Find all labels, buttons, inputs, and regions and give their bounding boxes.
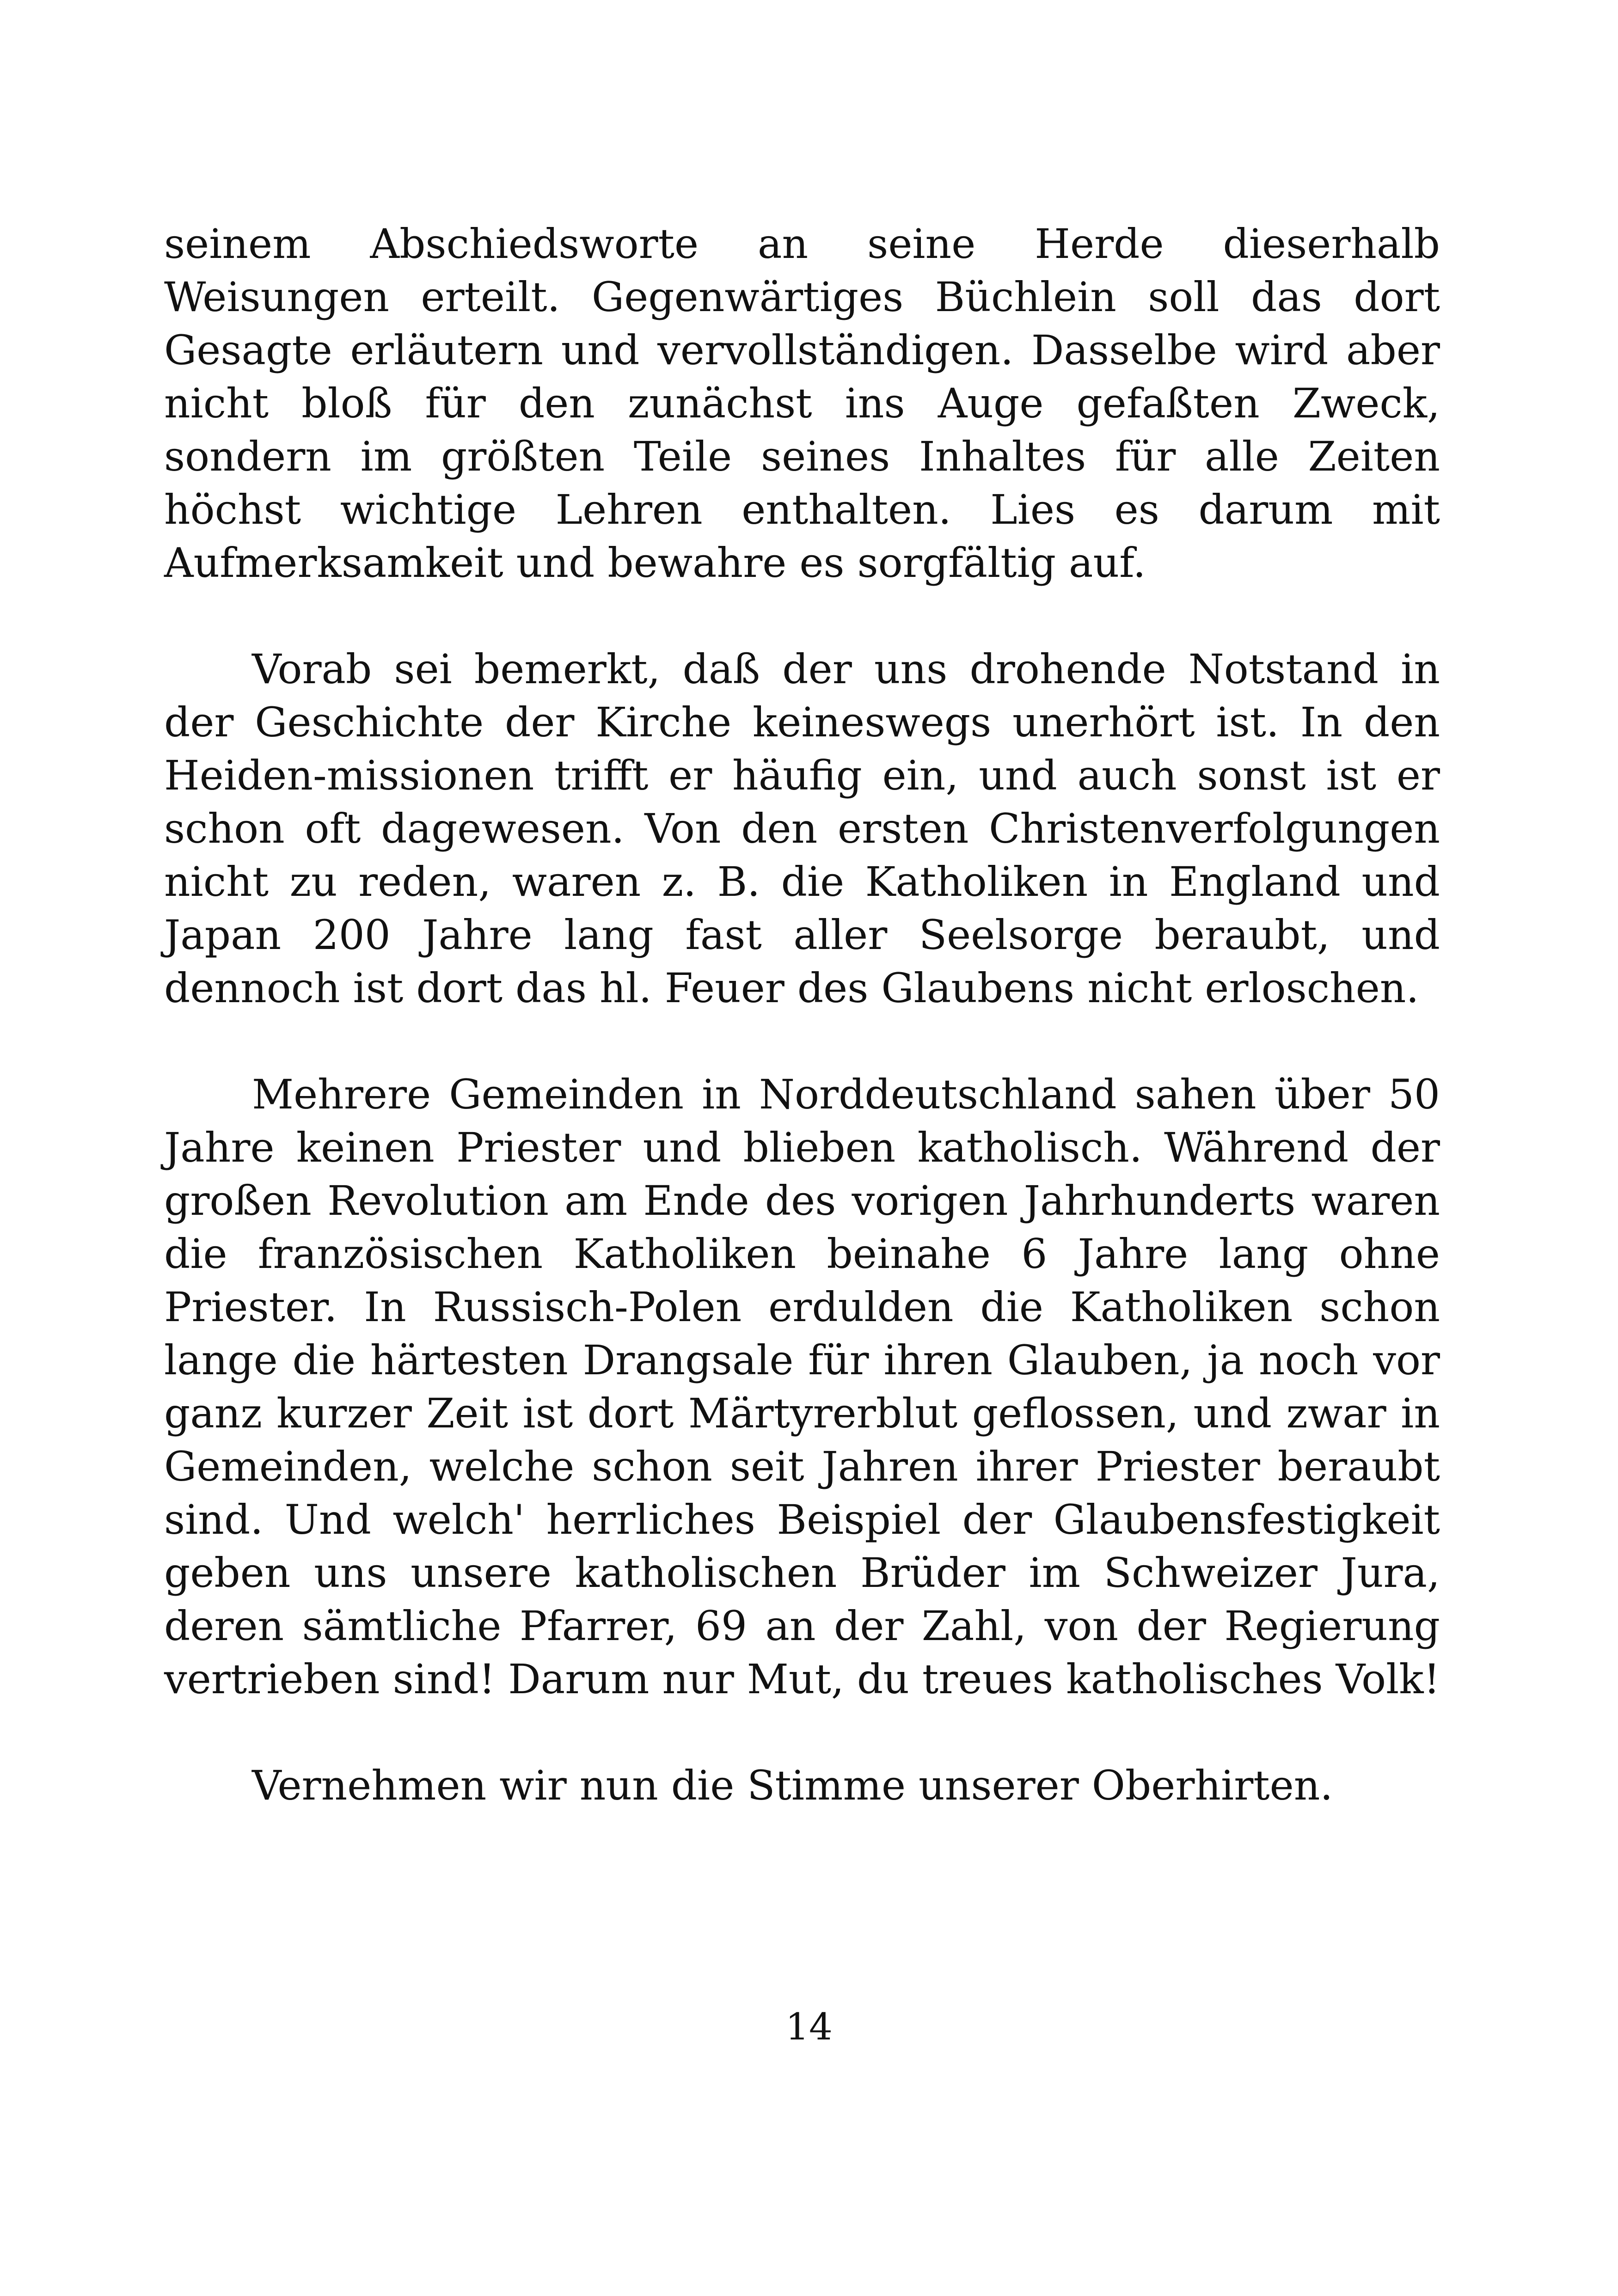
paragraph-notstand: Vorab sei bemerkt, daß der uns drohende Notstand in der Geschichte der Kirche keineswegs unerhört ist. In den Heiden-missionen trifft er häufig ein, und auch sonst ist er schon oft dagewesen. Von den ersten Christenverfolgungen nicht zu reden, waren z. B. die Katholiken in England und Japan 200 Jahre lang fast aller Seelsorge beraubt, und dennoch ist dort das hl. Feuer des Glaubens nicht erloschen. — [164, 645, 1440, 1012]
body-text — [164, 217, 1440, 1812]
page-number: 14 — [785, 2005, 833, 2048]
paragraph-gemeinden: Mehrere Gemeinden in Norddeutschland sahen über 50 Jahre keinen Priester und blieben katholisch. Während der großen Revolution am Ende des vorigen Jahrhunderts waren die französischen Katholiken beinahe 6 Jahre lang ohne Priester. In Russisch-Polen erdulden die Katholiken schon lange die härtesten Drangsale für ihren Glauben, ja noch vor ganz kurzer Zeit ist dort Märtyrerblut geflossen, und zwar in Gemeinden, welche schon seit Jahren ihrer Priester beraubt sind. Und welch' herrliches Beispiel der Glaubensfestigkeit geben uns unsere katholischen Brüder im Schweizer Jura, deren sämtliche Pfarrer, 69 an der Zahl, von der Regierung vertrieben sind! Darum nur Mut, du treues katholisches Volk! — [164, 1071, 1440, 1703]
paragraph-continuation: seinem Abschiedsworte an seine Herde dieserhalb Weisungen erteilt. Gegenwärtiges Büchlein soll das dort Gesagte erläutern und vervollständigen. Dasselbe wird aber nicht bloß für den zunächst ins Auge gefaßten Zweck, sondern im größten Teile seines Inhaltes für alle Zeiten höchst wichtige Lehren enthalten. Lies es darum mit Aufmerksamkeit und bewahre es sorgfältig auf. — [164, 220, 1440, 587]
paragraph-oberhirten: Vernehmen wir nun die Stimme unserer Oberhirten. — [252, 1762, 1333, 1809]
